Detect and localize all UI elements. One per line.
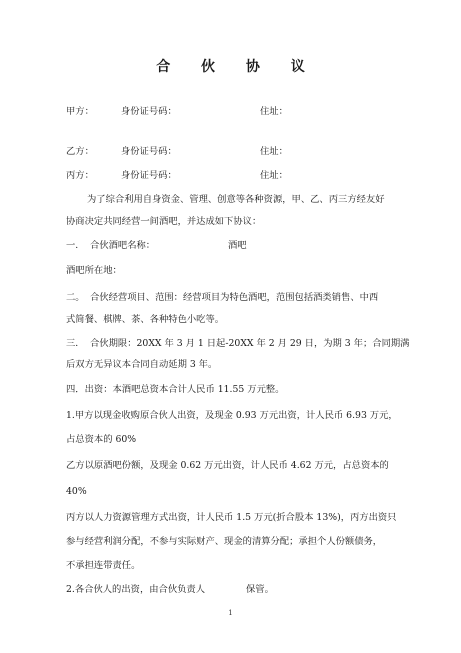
item-3-line-2: 后双方无异议本合同自动延期 3 年。 bbox=[66, 359, 218, 370]
party-b-id-label: 身份证号码： bbox=[121, 146, 177, 157]
party-c-id-label: 身份证号码： bbox=[121, 170, 177, 181]
contrib-c-line-2: 参与经营利润分配，不参与实际财产、现金的清算分配；承担个人份额债务， bbox=[66, 536, 383, 547]
item-2-line-2: 式简餐、棋牌、茶、各种特色小吃等。 bbox=[66, 314, 225, 325]
contrib-c-line-1: 丙方以人力资源管理方式出资，计人民币 1.5 万元(折合股本 13%)，丙方出资只 bbox=[66, 512, 397, 523]
item-1-label: 合伙酒吧名称： bbox=[90, 240, 156, 251]
contrib-b-line-2: 40% bbox=[66, 486, 87, 497]
intro-line-1: 为了综合利用自身资金、管理、创意等各种资源，甲、乙、丙三方经友好 bbox=[87, 194, 385, 205]
custody-line: 2.各合伙人的出资，由合伙负责人 bbox=[66, 584, 206, 595]
item-3-line-1: 合伙期限：20XX 年 3 月 1 日起-20XX 年 2 月 29 日，为期 3 年；合同期满 bbox=[90, 338, 410, 349]
party-c-address-label: 住址： bbox=[260, 170, 288, 181]
item-3-number: 三. bbox=[66, 338, 79, 349]
item-2-line-1: 合伙经营项目、范围：经营项目为特色酒吧，范围包括酒类销售、中西 bbox=[90, 292, 379, 303]
contrib-b-line-1: 乙方以原酒吧份额，及现金 0.62 万元出资，计人民币 4.62 万元，占总资本的 bbox=[66, 460, 389, 471]
item-1-number: 一. bbox=[66, 240, 79, 251]
intro-line-2: 协商决定共同经营一间酒吧，并达成如下协议： bbox=[66, 216, 262, 227]
party-a-label: 甲方： bbox=[66, 106, 94, 117]
contrib-c-line-3: 不承担连带责任。 bbox=[66, 560, 141, 571]
page-number: 1 bbox=[228, 609, 233, 617]
document-title: 合 伙 协 议 bbox=[156, 59, 318, 75]
party-b-label: 乙方： bbox=[66, 146, 94, 157]
contrib-a-line-1: 1.甲方以现金收购原合伙人出资，及现金 0.93 万元出资，计人民币 6.93 万元， bbox=[66, 410, 398, 421]
item-4-line: 四．出资：本酒吧总资本合计人民币 11.55 万元整。 bbox=[66, 384, 285, 395]
location-label: 酒吧所在地： bbox=[66, 265, 122, 276]
item-2-number: 二。 bbox=[66, 292, 85, 303]
party-c-label: 丙方： bbox=[66, 170, 94, 181]
contrib-a-line-2: 占总资本的 60% bbox=[66, 434, 137, 445]
party-a-id-label: 身份证号码： bbox=[121, 106, 177, 117]
item-1-value: 酒吧 bbox=[228, 240, 247, 251]
party-a-address-label: 住址： bbox=[260, 106, 288, 117]
party-b-address-label: 住址： bbox=[260, 146, 288, 157]
custody-line-end: 保管。 bbox=[246, 584, 274, 595]
